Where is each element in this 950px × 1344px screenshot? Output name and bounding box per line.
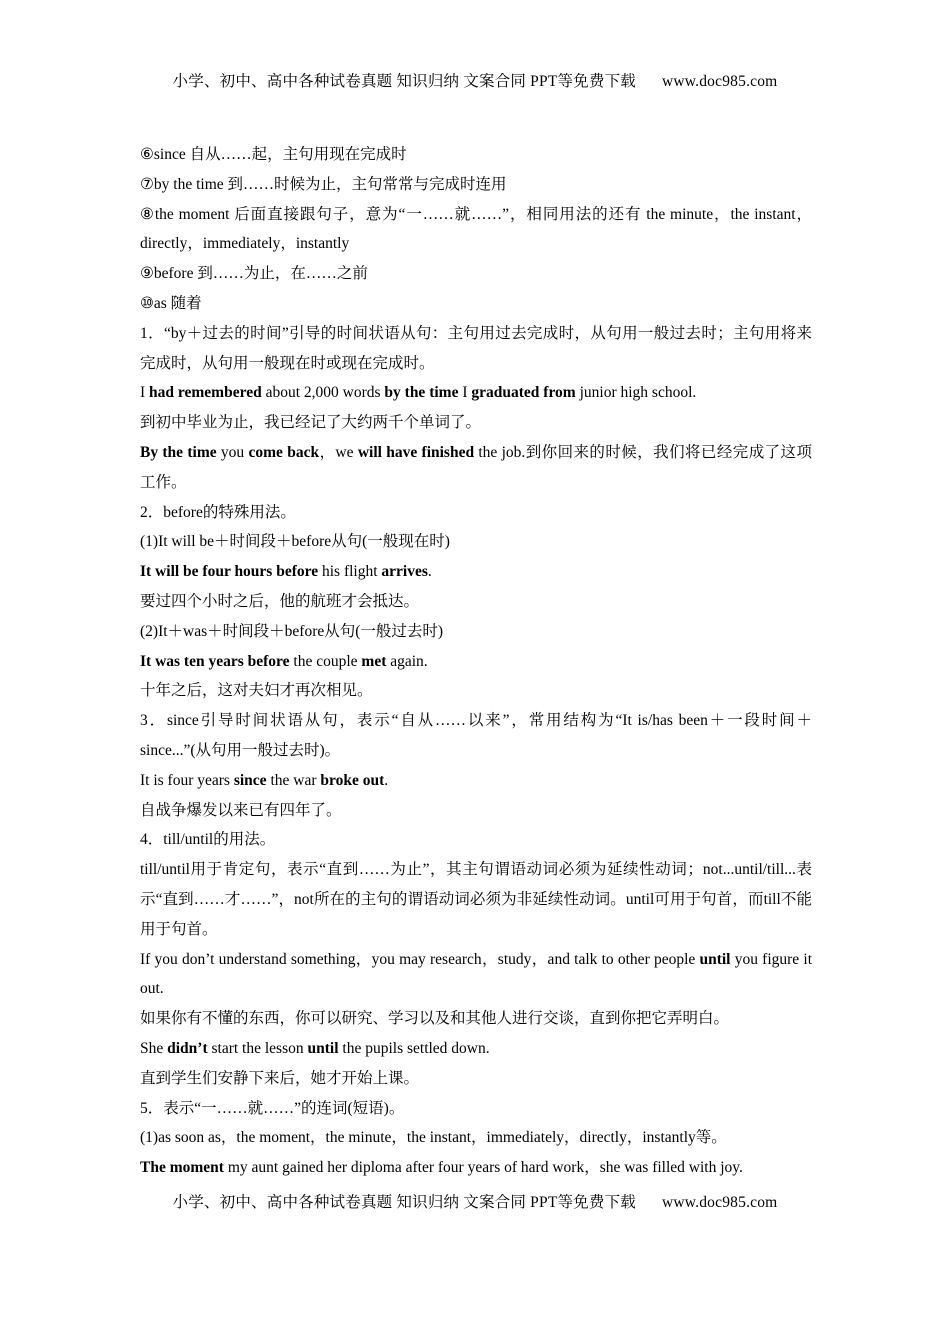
example-2: By the time you come back，we will have finished the job.到你回来的时候，我们将已经完成了这项工作。 <box>140 443 812 491</box>
header-text: 小学、初中、高中各种试卷真题 知识归纳 文案合同 PPT等免费下载 <box>172 73 636 90</box>
section-2-heading: 2．before的特殊用法。 <box>140 503 296 521</box>
definition-as: ⑩as 随着 <box>140 294 202 312</box>
translation-3: 要过四个小时之后，他的航班才会抵达。 <box>140 592 420 610</box>
section-2-structure-1: (1)It will be＋时间段＋before从句(一般现在时) <box>140 533 450 551</box>
example-8: The moment my aunt gained her diploma after four years of hard work，she was filled with joy. <box>140 1159 743 1177</box>
example-7: She didn’t start the lesson until the pupils settled down. <box>140 1039 490 1057</box>
page-footer <box>0 1190 950 1212</box>
section-5-list: (1)as soon as，the moment，the minute，the instant，immediately，directly，instantly等。 <box>140 1129 727 1147</box>
translation-1: 到初中毕业为止，我已经记了大约两千个单词了。 <box>140 414 482 432</box>
example-5: It is four years since the war broke out. <box>140 771 389 789</box>
section-4-heading: 4．till/until的用法。 <box>140 831 276 849</box>
definition-the-moment: ⑧the moment 后面直接跟句子，意为“一……就……”，相同用法的还有 the minute，the instant，directly，immediately，instantly <box>140 205 812 253</box>
section-4-explanation: till/until用于肯定句，表示“直到……为止”，其主句谓语动词必须为延续性动词；not...until/till...表示“直到……才……”，not所在的主句的谓语动词必须为非延续性动词。until可用于句首，而till不能用于句首。 <box>140 861 812 938</box>
translation-5: 自战争爆发以来已有四年了。 <box>140 801 342 819</box>
example-4: It was ten years before the couple met again. <box>140 652 428 670</box>
footer-site: www.doc985.com <box>661 1194 778 1211</box>
header-site: www.doc985.com <box>661 73 778 90</box>
section-3-heading: 3．since引导时间状语从句，表示“自从……以来”，常用结构为“It is/has been＋一段时间＋since...”(从句用一般过去时)。 <box>140 712 812 759</box>
translation-6: 如果你有不懂的东西，你可以研究、学习以及和其他人进行交谈，直到你把它弄明白。 <box>140 1010 730 1028</box>
section-1-heading: 1．“by＋过去的时间”引导的时间状语从句：主句用过去完成时，从句用一般过去时；主句用将来完成时，从句用一般现在时或现在完成时。 <box>140 324 812 372</box>
definition-by-the-time: ⑦by the time 到……时候为止，主句常常与完成时连用 <box>140 175 507 193</box>
document-body <box>140 140 812 1183</box>
section-5-heading: 5．表示“一……就……”的连词(短语)。 <box>140 1099 405 1117</box>
footer-text: 小学、初中、高中各种试卷真题 知识归纳 文案合同 PPT等免费下载 <box>172 1194 636 1211</box>
definition-before: ⑨before 到……为止，在……之前 <box>140 265 368 283</box>
translation-4: 十年之后，这对夫妇才再次相见。 <box>140 682 373 700</box>
example-3: It will be four hours before his flight arrives. <box>140 563 432 581</box>
example-1: I had remembered about 2,000 words by the time I graduated from junior high school. <box>140 384 697 402</box>
translation-7: 直到学生们安静下来后，她才开始上课。 <box>140 1069 420 1087</box>
section-2-structure-2: (2)It＋was＋时间段＋before从句(一般过去时) <box>140 622 444 640</box>
definition-since: ⑥since 自从……起，主句用现在完成时 <box>140 146 407 163</box>
page-header <box>0 69 950 91</box>
example-6: If you don’t understand something，you may research，study，and talk to other people until you figure it out. <box>140 950 812 998</box>
